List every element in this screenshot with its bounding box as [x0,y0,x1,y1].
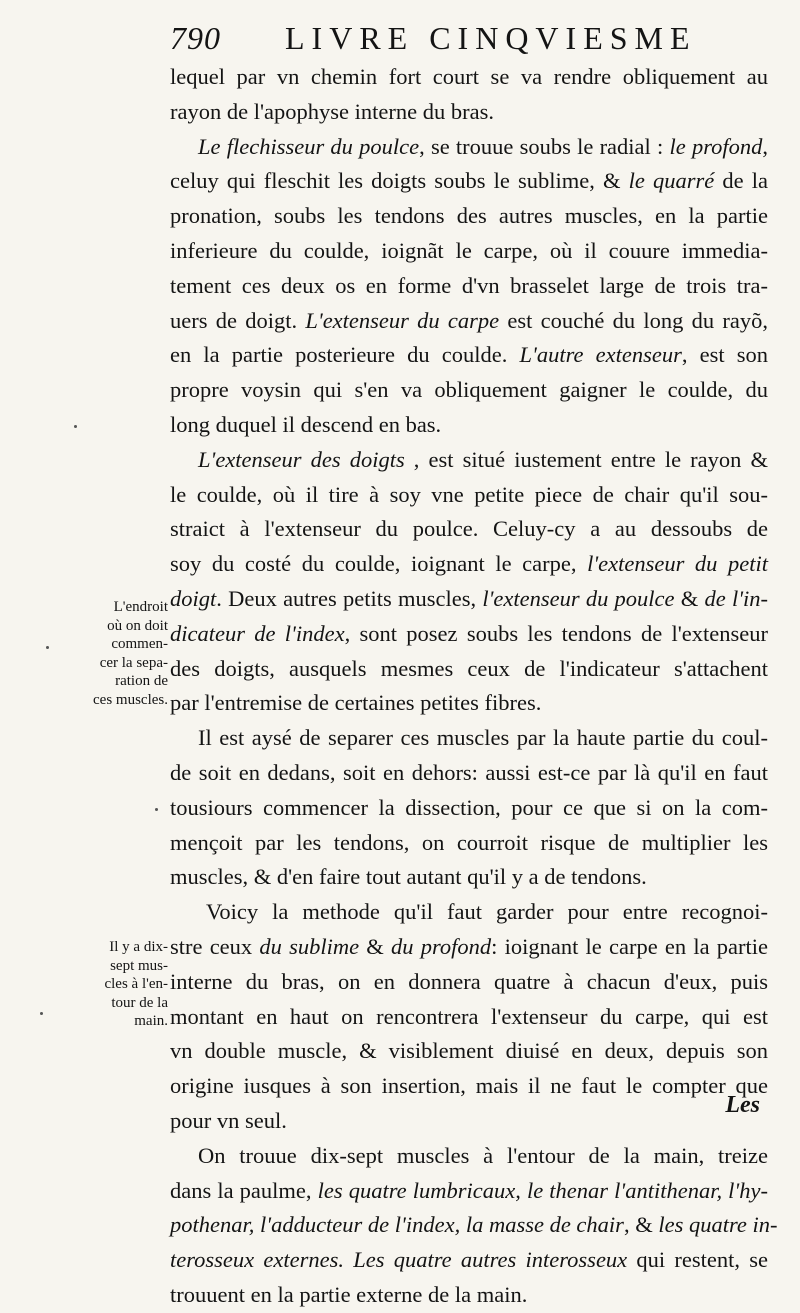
margin-note-line: ces muscles. [93,691,168,708]
page-number: 790 [170,20,221,56]
text-line: interne du bras, on en donnera quatre à chacun d'eux, puis [170,968,768,994]
text-line: pronation, soubs les tendons des autres muscles, en la partie [170,203,768,229]
text-line: propre voysin qui s'en va obliquement gaigner le coulde, du [170,377,768,403]
margin-note-line: L'endroit [113,599,168,615]
text-line: straict à l'extenseur du poulce. Celuy-cy a au dessoubs de [170,516,768,542]
margin-note-line: commen- [111,636,168,652]
text-line: en la partie posterieure du coulde. L'autre extenseur, est son [170,342,768,368]
text-line: tement ces deux os en forme d'vn brasselet large de trois tra- [170,272,768,298]
text-line: On trouue dix-sept muscles à l'entour de la main, treize [198,1142,768,1168]
text-line: montant en haut on rencontrera l'extenseur du carpe, qui est [170,1003,768,1029]
margin-note-line: cer la sepa- [99,654,168,671]
text-line: de soit en dedans, soit en dehors: aussi est-ce par là qu'il en faut [170,759,768,785]
text-line: trouuent en la partie externe de la main. [170,1281,528,1307]
text-line: inferieure du coulde, ioignãt le carpe, où il couure immedia- [170,237,768,263]
text-line: celuy qui fleschit les doigts soubs le sublime, & le quarré de la [170,168,768,194]
text-line: par l'entremise de certaines petites fibres. [170,690,542,716]
text-line: pothenar, l'adducteur de l'index, la masse de chair, & les quatre in- [170,1212,778,1238]
ink-speck [74,425,77,428]
margin-note-line: main. [134,1013,168,1029]
text-line: tousiours commencer la dissection, pour ce que si on la com- [170,794,768,820]
main-text-block [170,60,778,1313]
text-line: Le flechisseur du poulce, se trouue soubs le radial : le profond, [198,133,768,159]
margin-note-line: cles à l'en- [104,976,168,992]
ink-speck [155,808,158,811]
text-line: uers de doigt. L'extenseur du carpe est couché du long du rayõ, [170,307,768,333]
text-line: Voicy la methode qu'il faut garder pour entre recognoi- [206,899,768,925]
margin-note [74,598,168,709]
text-line: muscles, & d'en faire tout autant qu'il y a de tendons. [170,864,647,890]
text-line: dans la paulme, les quatre lumbricaux, le thenar l'antithenar, l'hy- [170,1177,768,1203]
margin-note-line: sept mus- [110,957,168,974]
margin-note-line: ration de [115,673,168,689]
margin-note-line: tour de la [111,994,168,1011]
running-title: LIVRE CINQVIESME [285,20,697,56]
text-line: soy du costé du coulde, ioignant le carpe, l'extenseur du petit [170,551,768,577]
text-line: doigt. Deux autres petits muscles, l'extenseur du poulce & de l'in- [170,585,769,611]
text-line: mençoit par les tendons, on courroit risque de multiplier les [170,829,768,855]
margin-note [74,938,168,1031]
text-line: vn double muscle, & visiblement diuisé en deux, depuis son [170,1038,768,1064]
text-line: rayon de l'apophyse interne du bras. [170,98,494,124]
ink-speck [40,1012,43,1015]
ink-speck [46,646,49,649]
text-line: dicateur de l'index, sont posez soubs les tendons de l'extenseur [170,620,768,646]
text-line: origine iusques à son insertion, mais il ne faut le compter que [170,1073,768,1099]
catchword: Les [725,1092,760,1118]
margin-note-line: Il y a dix- [109,939,168,955]
text-line: des doigts, ausquels mesmes ceux de l'indicateur s'attachent [170,655,768,681]
text-line: Il est aysé de separer ces muscles par la haute partie du coul- [198,725,768,751]
text-line: L'extenseur des doigts , est situé iustement entre le rayon & [198,446,768,472]
text-line: terosseux externes. Les quatre autres interosseux qui restent, se [170,1247,768,1273]
margin-note-line: où on doit [107,617,168,634]
text-line: long duquel il descend en bas. [170,411,442,437]
text-line: pour vn seul. [170,1107,287,1133]
text-line: stre ceux du sublime & du profond: ioignant le carpe en la partie [170,933,768,959]
text-line: le coulde, où il tire à soy vne petite piece de chair qu'il sou- [170,481,768,507]
text-line: lequel par vn chemin fort court se va rendre obliquement au [170,64,768,89]
